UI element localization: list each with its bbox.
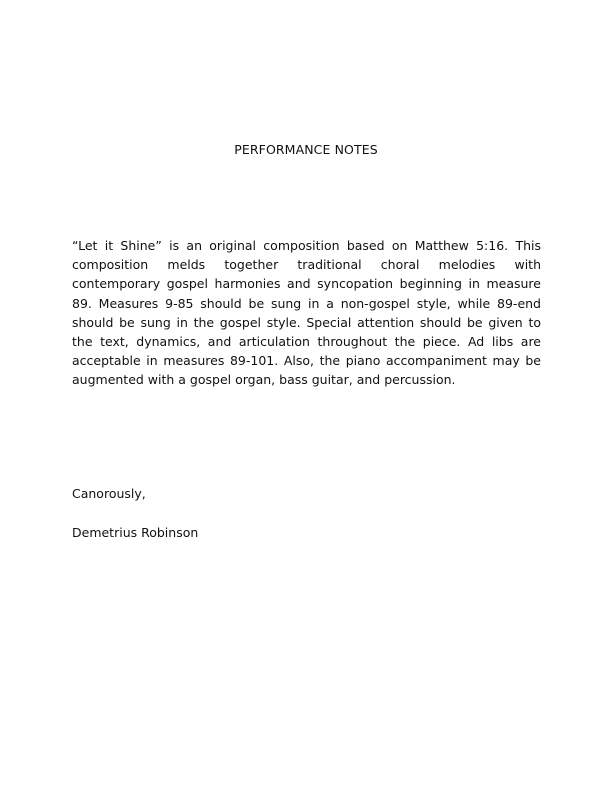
page-title: PERFORMANCE NOTES [234, 142, 378, 157]
performance-notes-paragraph: “Let it Shine” is an original composition based on Matthew 5:16. This composition melds together traditional choral melodies with contemporary gospel harmonies and syncopation beginning in measure 89. Measures 9-85 should be sung in a non-gospel style, while 89-end should be sung in the gospel style. Special attention should be given to the text, dynamics, and articulation throughout the piece. Ad libs are acceptable in measures 89-101. Also, the piano accompaniment may be augmented with a gospel organ, bass guitar, and percussion. [72, 238, 541, 388]
author-signature: Demetrius Robinson [72, 525, 199, 540]
closing-salutation: Canorously, [72, 486, 146, 501]
